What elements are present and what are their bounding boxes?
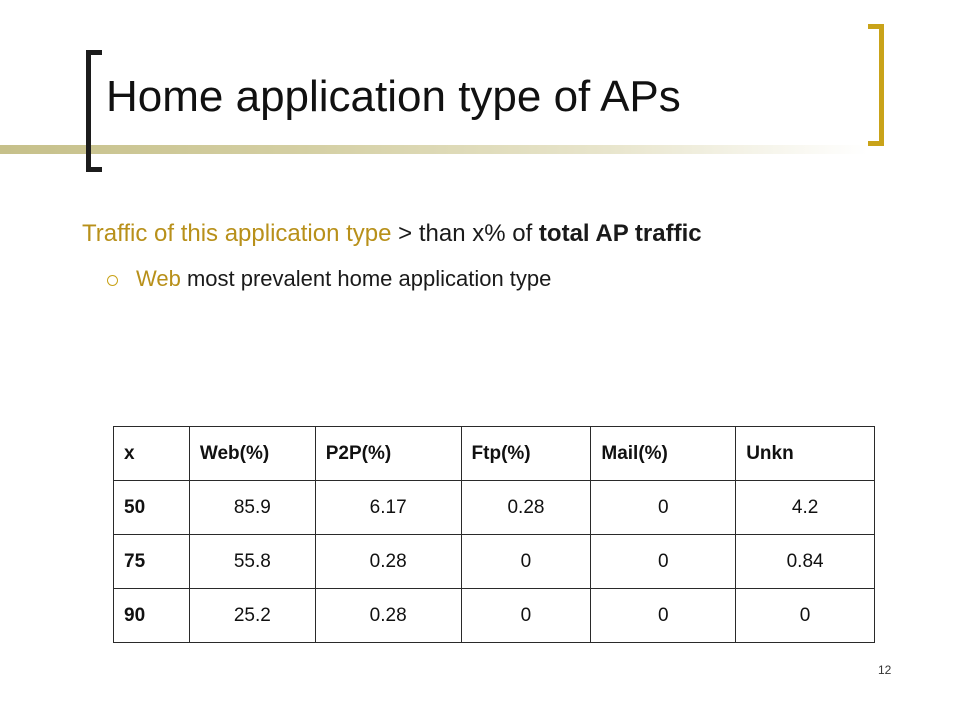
table-row bbox=[114, 481, 875, 535]
table-header-cell: Mail(%) bbox=[591, 427, 736, 481]
table-cell: 0 bbox=[736, 589, 875, 643]
title-underline-decoration bbox=[0, 145, 868, 154]
table-row-label: 50 bbox=[114, 481, 190, 535]
slide-number: 12 bbox=[878, 663, 892, 677]
right-bracket-decoration bbox=[868, 24, 884, 146]
table-cell: 0 bbox=[591, 589, 736, 643]
slide-title: Home application type of APs bbox=[106, 72, 681, 121]
main-bullet-part3: total AP traffic bbox=[538, 220, 702, 247]
table-row-label: 90 bbox=[114, 589, 190, 643]
sub-bullet-part2: most prevalent home application type bbox=[180, 266, 552, 291]
left-bracket-decoration bbox=[86, 50, 102, 172]
table-header-cell: x bbox=[114, 427, 190, 481]
table-cell: 85.9 bbox=[189, 481, 315, 535]
sub-bullet-part1: Web bbox=[136, 266, 181, 291]
table-row bbox=[114, 589, 875, 643]
application-type-table bbox=[113, 426, 875, 643]
table-header-cell: Web(%) bbox=[189, 427, 315, 481]
main-bullet-part2: > than x% of bbox=[391, 220, 539, 247]
sub-bullet-text bbox=[136, 266, 551, 292]
table-cell: 0 bbox=[461, 535, 591, 589]
table-header-cell: Unkn bbox=[736, 427, 875, 481]
main-bullet-part1: Traffic of this application type bbox=[82, 220, 392, 247]
main-bullet-text bbox=[82, 220, 702, 248]
table-row-label: 75 bbox=[114, 535, 190, 589]
table-row bbox=[114, 535, 875, 589]
table-cell: 4.2 bbox=[736, 481, 875, 535]
table-cell: 0 bbox=[461, 589, 591, 643]
table-header-cell: Ftp(%) bbox=[461, 427, 591, 481]
table-header-cell: P2P(%) bbox=[315, 427, 461, 481]
table-cell: 0.84 bbox=[736, 535, 875, 589]
table-cell: 0.28 bbox=[461, 481, 591, 535]
table-cell: 55.8 bbox=[189, 535, 315, 589]
hollow-circle-bullet-icon bbox=[107, 275, 118, 286]
table-header-row bbox=[114, 427, 875, 481]
table-cell: 6.17 bbox=[315, 481, 461, 535]
table-cell: 0 bbox=[591, 535, 736, 589]
table-cell: 25.2 bbox=[189, 589, 315, 643]
table-cell: 0.28 bbox=[315, 589, 461, 643]
table-cell: 0 bbox=[591, 481, 736, 535]
table-cell: 0.28 bbox=[315, 535, 461, 589]
